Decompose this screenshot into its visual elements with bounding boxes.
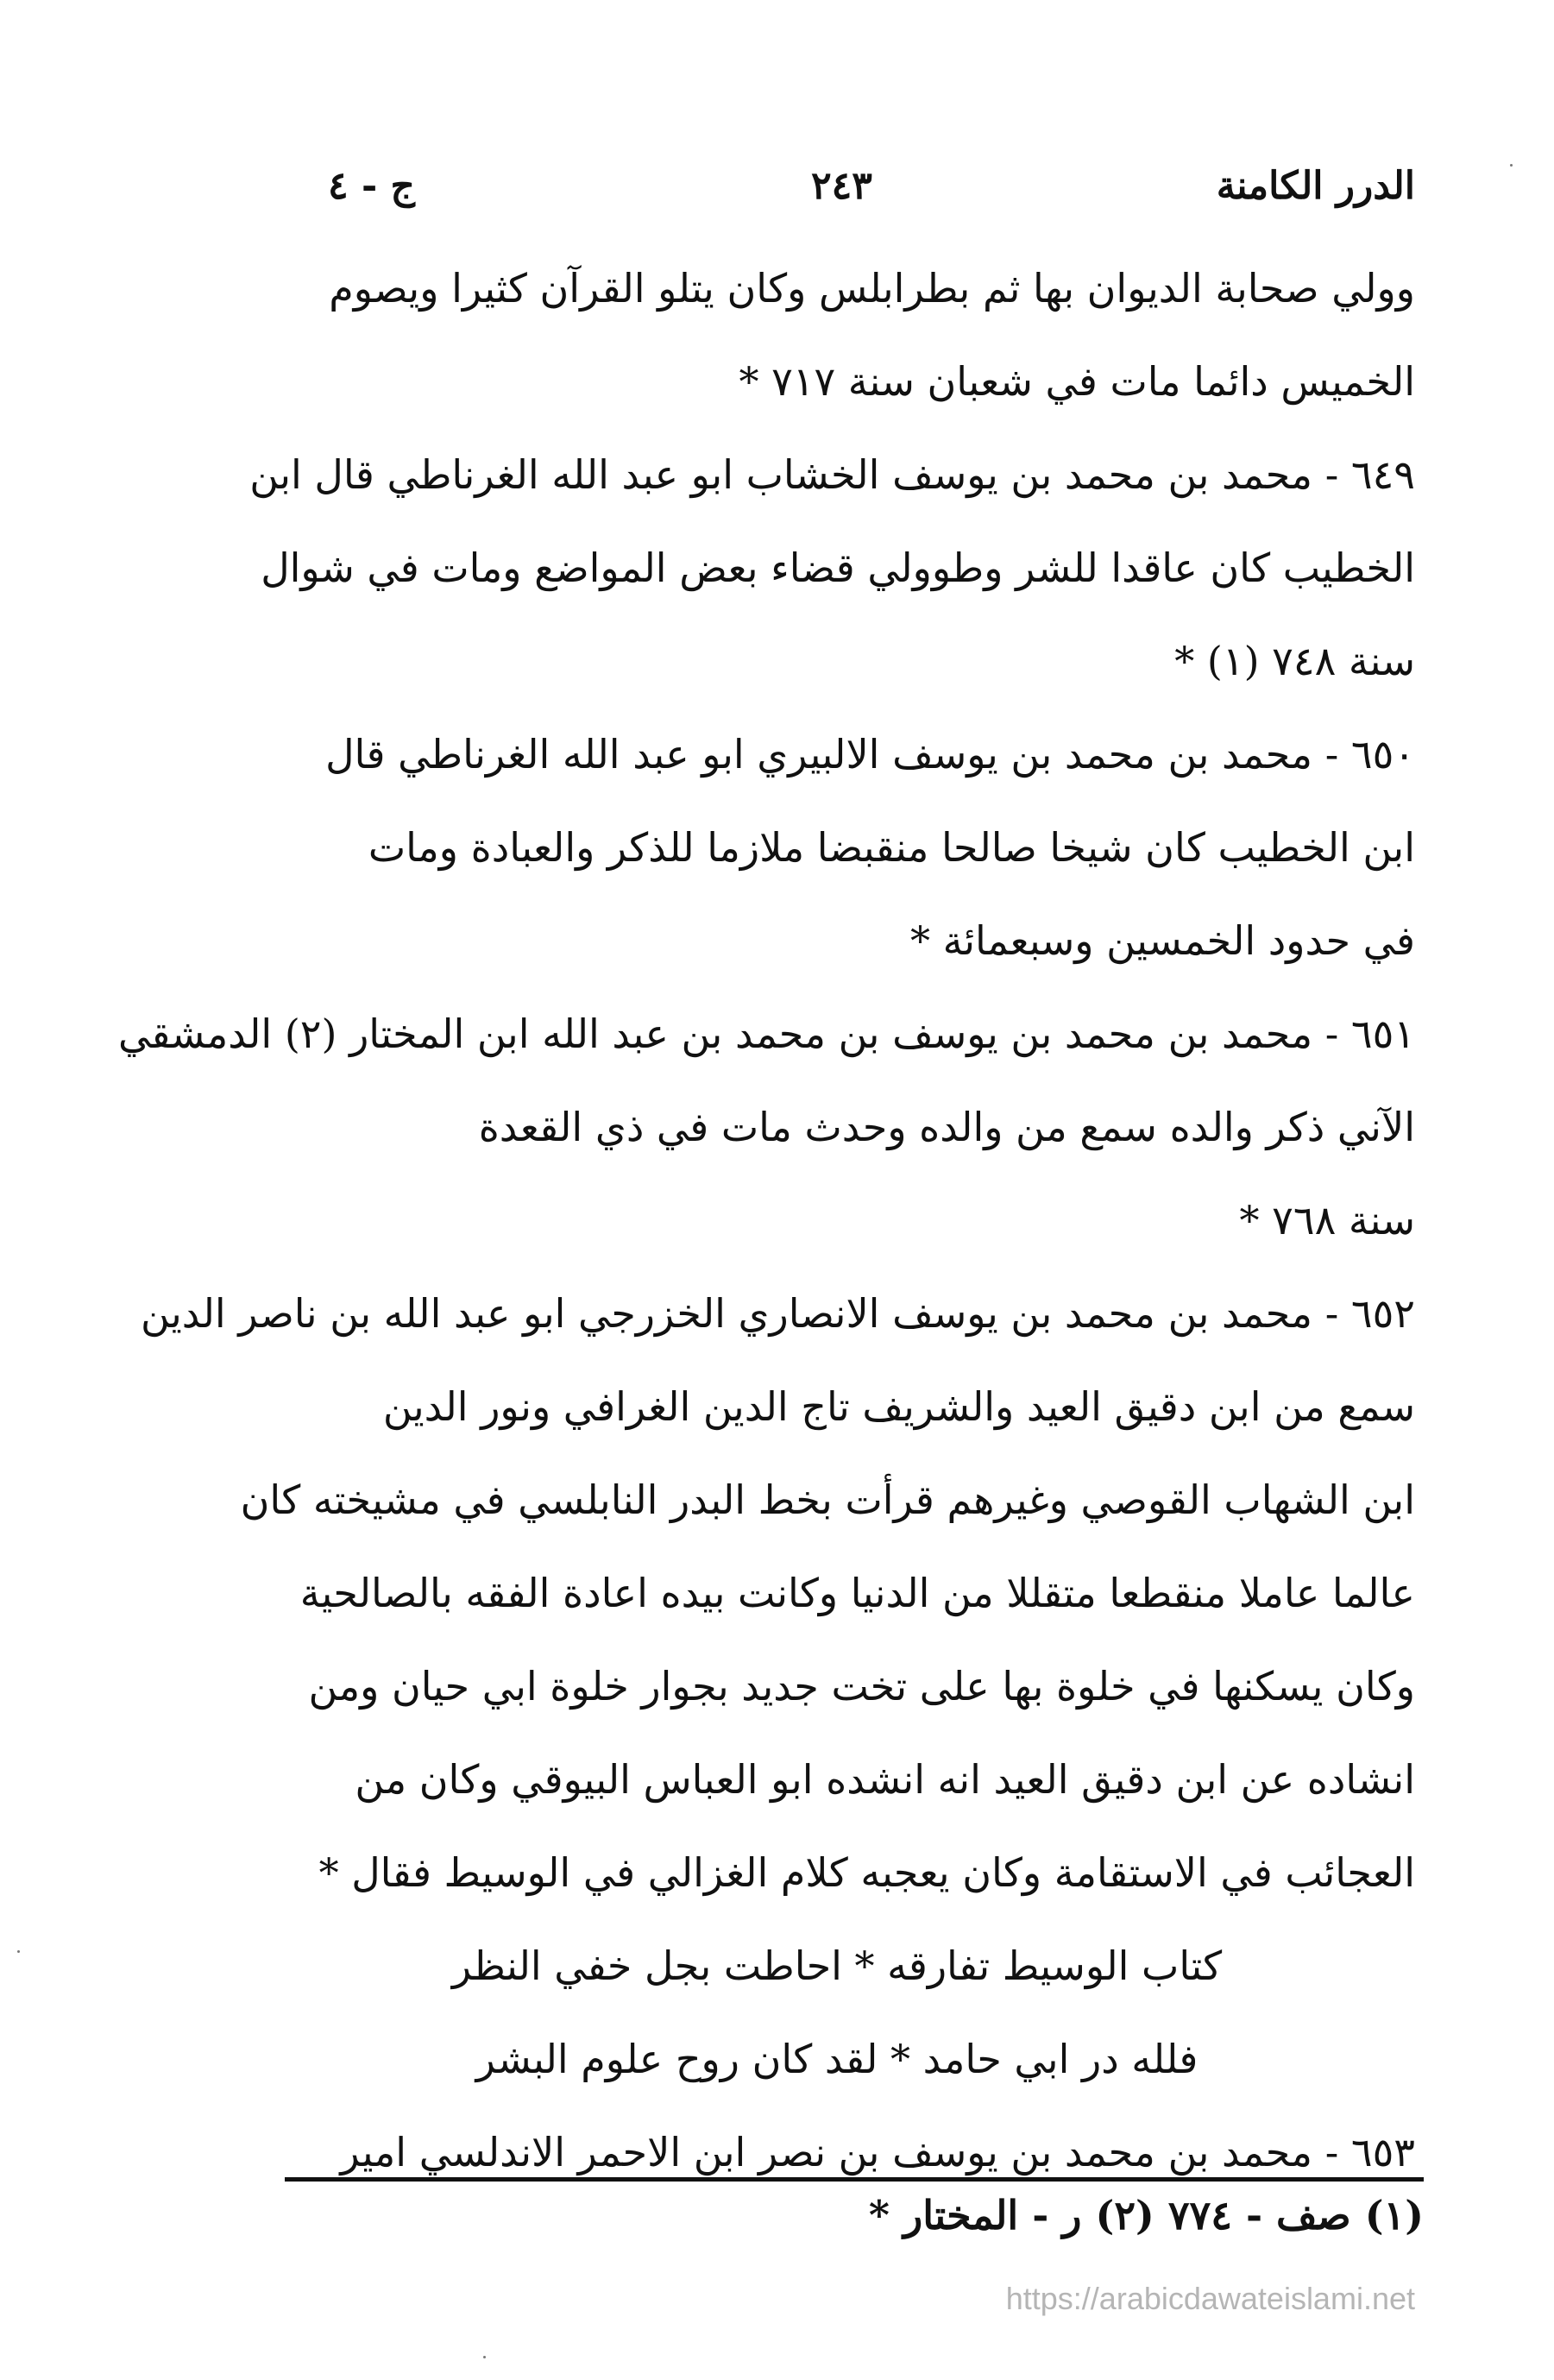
text-line: الآني ذكر والده سمع من والده وحدث مات في ذي القعدة <box>478 1104 1415 1150</box>
poem-verse: كتاب الوسيط تفارقه * احاطت بجل خفي النظر <box>451 1942 1223 1989</box>
entry-653-heading: ٦٥٣ - محمد بن محمد بن يوسف بن نصر ابن الاحمر الاندلسي امير <box>340 2129 1415 2175</box>
text-line: سمع من ابن دقيق العيد والشريف تاج الدين الغرافي ونور الدين <box>382 1383 1415 1430</box>
main-text <box>117 242 1415 2199</box>
entry-650-heading: ٦٥٠ - محمد بن محمد بن يوسف الالبيري ابو عبد الله الغرناطي قال <box>325 731 1415 778</box>
text-line: الخطيب كان عاقدا للشر وطوولي قضاء بعض المواضع ومات في شوال <box>261 545 1415 591</box>
scan-speck <box>483 2356 486 2358</box>
text-line: العجائب في الاستقامة وكان يعجبه كلام الغزالي في الوسيط فقال * <box>318 1849 1415 1896</box>
text-line: انشاده عن ابن دقيق العيد انه انشده ابو العباس البيوقي وكان من <box>355 1756 1415 1803</box>
poem-verse: فلله در ابي حامد * لقد كان روح علوم البشر <box>475 2036 1199 2082</box>
volume-number: ج - ٤ <box>328 164 415 208</box>
footnotes: (١) صف - ٧٧٤ (٢) ر - المختار * <box>868 2192 1424 2238</box>
text-line: سنة ٧٤٨ (١) * <box>1174 638 1415 684</box>
scan-speck <box>17 1950 20 1953</box>
entry-652-heading: ٦٥٢ - محمد بن محمد بن يوسف الانصاري الخزرجي ابو عبد الله بن ناصر الدين <box>140 1290 1415 1337</box>
text-line: ابن الشهاب القوصي وغيرهم قرأت بخط البدر النابلسي في مشيخته كان <box>240 1476 1415 1523</box>
page-number: ٢٤٣ <box>811 164 872 208</box>
running-header <box>328 164 1415 233</box>
text-line: سنة ٧٦٨ * <box>1239 1197 1415 1244</box>
text-line: وولي صحابة الديوان بها ثم بطرابلس وكان يتلو القرآن كثيرا ويصوم <box>329 265 1415 312</box>
text-line: في حدود الخمسين وسبعمائة * <box>909 917 1415 964</box>
entry-649-heading: ٦٤٩ - محمد بن محمد بن يوسف الخشاب ابو عبد الله الغرناطي قال ابن <box>249 451 1415 498</box>
scan-speck <box>1510 164 1513 167</box>
text-line: وكان يسكنها في خلوة بها على تخت جديد بجوار خلوة ابي حيان ومن <box>308 1663 1415 1709</box>
book-title: الدرر الكامنة <box>1216 164 1415 208</box>
entry-651-heading: ٦٥١ - محمد بن محمد بن يوسف بن محمد بن عبد الله ابن المختار (٢) الدمشقي <box>117 1011 1415 1057</box>
website-watermark: https://arabicdawateislami.net <box>1005 2281 1415 2316</box>
footnote-divider <box>285 2177 1424 2182</box>
text-line: ابن الخطيب كان شيخا صالحا منقبضا ملازما للذكر والعبادة ومات <box>368 824 1415 871</box>
text-line: الخميس دائما مات في شعبان سنة ٧١٧ * <box>739 358 1415 405</box>
text-line: عالما عاملا منقطعا متقللا من الدنيا وكانت بيده اعادة الفقه بالصالحية <box>299 1570 1415 1616</box>
